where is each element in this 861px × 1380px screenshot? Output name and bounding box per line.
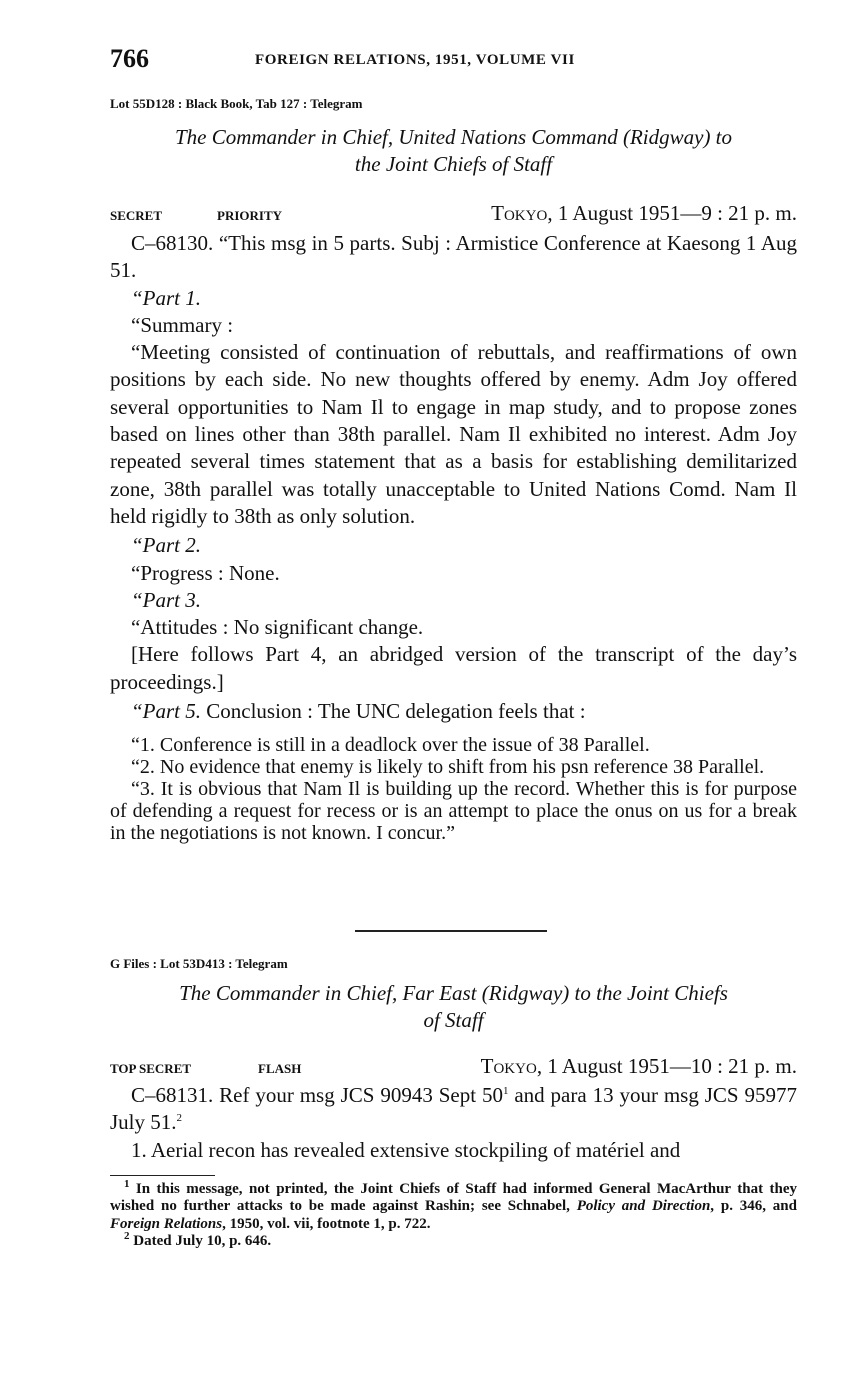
doc1-part5 (110, 698, 797, 725)
footnote-1 (110, 1178, 797, 1233)
doc1-heading-line2: the Joint Chiefs of Staff (354, 152, 553, 176)
footnote-1-text-c: , 1950, vol. vii, footnote 1, p. 722. (222, 1215, 431, 1232)
page-number: 766 (110, 44, 149, 73)
doc1-summary-label: “Summary : (131, 312, 234, 337)
doc1-classification: SECRET (110, 208, 163, 223)
doc2-heading (110, 980, 797, 1034)
doc2-date: , 1 August 1951—10 : 21 p. m. (536, 1054, 797, 1078)
footnote-2 (110, 1230, 797, 1250)
doc1-part2-label: “Part 2. (131, 533, 202, 558)
doc1-heading (110, 124, 797, 178)
doc1-point3: “3. It is obvious that Nam Il is building up the record. Whether this is for purpose of defending a request for recess or is an attempt to place the onus on us for a break in the negotiations is not known. I concur.” (110, 778, 797, 845)
running-head (110, 44, 797, 76)
doc2-source-note: G Files : Lot 53D413 : Telegram (110, 956, 288, 971)
footnote-ref-2: 2 (176, 1112, 183, 1125)
footnote-rule (110, 1175, 215, 1176)
doc2-classification: TOP SECRET (110, 1061, 192, 1076)
doc1-heading-line1: The Commander in Chief, United Nations Command (Ridgway) to (174, 125, 733, 149)
doc2-classification-line (110, 1054, 797, 1080)
doc2-paragraph1 (110, 1082, 797, 1137)
doc1-summary-text: “Meeting consisted of continuation of rebuttals, and reaffirmations of own positions by each side. No new thoughts offered by enemy. Adm Joy offered several opportunities to Nam Il to engage in map study, and to propose zones based on lines other than 38th parallel. Nam Il exhibited no interest. Adm Joy repeated several times statement that as a basis for establishing demilitarized zone, 38th parallel was totally unacceptable to United Nations Comd. Nam Il held rigidly to 38th as only solution. (110, 340, 797, 528)
doc1-part3-label: “Part 3. (131, 587, 202, 612)
section-divider (355, 930, 547, 932)
doc1-attitudes: “Attitudes : No significant change. (131, 615, 424, 640)
doc2-para-b: and para 13 your msg JCS 95977 July 51. (110, 1083, 797, 1135)
doc1-source-note: Lot 55D128 : Black Book, Tab 127 : Telegram (110, 96, 363, 111)
doc1-point2: “2. No evidence that enemy is likely to shift from his psn reference 38 Parallel. (131, 756, 765, 779)
footnote-1-text-b: , p. 346, and (710, 1198, 797, 1215)
footnote-2-mark: 2 (124, 1230, 130, 1243)
doc2-place: Tokyo (480, 1054, 537, 1078)
doc2-heading-line1: The Commander in Chief, Far East (Ridgway) to the Joint Chiefs (179, 981, 728, 1005)
doc1-classification-line (110, 201, 797, 227)
doc1-progress: “Progress : None. (131, 560, 280, 585)
doc1-body (110, 230, 797, 844)
footnote-1-text-a: In this message, not printed, the Joint Chiefs of Staff had informed General MacArthur that they wished no further attacks to be made against Rashin; see Schnabel, (110, 1181, 797, 1215)
doc1-opening: C–68130. “This msg in 5 parts. Subj : Armistice Conference at Kaesong 1 Aug 51. (110, 231, 797, 283)
doc2-para-a: C–68131. Ref your msg JCS 90943 Sept 50 (131, 1083, 503, 1107)
footnote-2-text: Dated July 10, p. 646. (129, 1233, 272, 1250)
doc1-date: , 1 August 1951—9 : 21 p. m. (547, 201, 797, 225)
doc2-paragraph2: 1. Aerial recon has revealed extensive stockpiling of matériel and (131, 1137, 681, 1162)
doc1-place: Tokyo (491, 201, 548, 225)
doc2-priority: FLASH (258, 1061, 302, 1076)
doc1-part5-label: “Part 5. (131, 699, 202, 724)
doc1-part5-text: Conclusion : The UNC delegation feels that : (201, 699, 586, 724)
running-title: FOREIGN RELATIONS, 1951, VOLUME VII (255, 52, 575, 68)
doc1-part1-label: “Part 1. (131, 285, 202, 310)
footnote-1-title-a: Policy and Direction (576, 1198, 711, 1215)
doc1-dateline (491, 201, 797, 226)
doc2-dateline (481, 1054, 797, 1079)
doc2-heading-line2: of Staff (423, 1008, 484, 1032)
doc2-body (110, 1082, 797, 1164)
doc1-editor-note: [Here follows Part 4, an abridged version of the transcript of the day’s proceedings.] (110, 642, 797, 694)
footnote-1-mark: 1 (124, 1178, 130, 1190)
doc1-priority: PRIORITY (217, 208, 283, 223)
footnote-1-title-b: Foreign Relations (110, 1215, 223, 1232)
footnote-ref-1: 1 (502, 1085, 509, 1097)
doc1-point1: “1. Conference is still in a deadlock over the issue of 38 Parallel. (131, 734, 650, 757)
footnotes (110, 1178, 797, 1251)
